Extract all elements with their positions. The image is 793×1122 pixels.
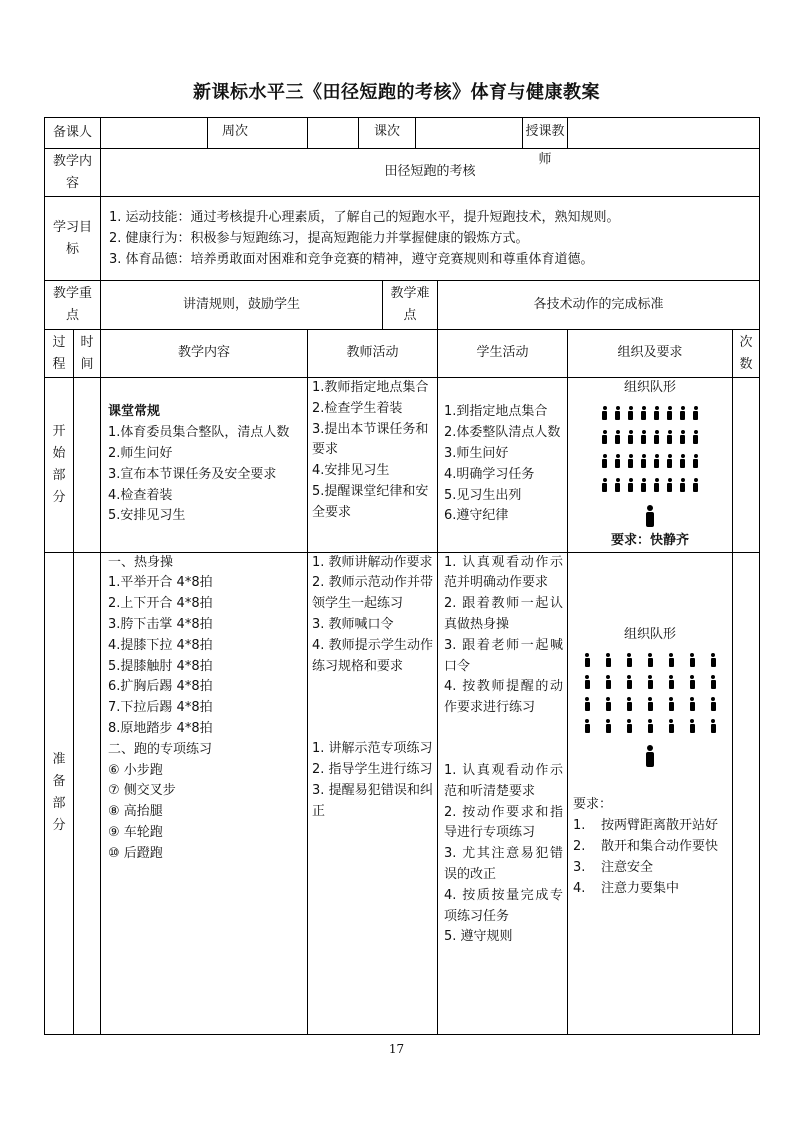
start-student-item: 6.遵守纪律 <box>444 508 509 524</box>
start-teacher-item: 1.教师指定地点集合 <box>312 380 429 395</box>
week-lesson-cell <box>308 118 568 167</box>
start-content <box>101 378 308 553</box>
col-count <box>733 330 760 378</box>
formation-row <box>584 693 717 715</box>
col-time <box>74 330 101 378</box>
prep-req-num: 3. <box>573 859 586 875</box>
prep-req-text: 注意安全 <box>601 859 654 875</box>
prep-teacher-item: 3. 教师喊口令 <box>312 616 394 632</box>
prep-content-item: ⑧ 高抬腿 <box>108 804 163 820</box>
prep-req-text: 按两臂距离散开站好 <box>601 818 719 834</box>
student-icon <box>640 406 647 420</box>
formation-row <box>601 425 699 449</box>
student-icon <box>605 675 612 689</box>
student-icon <box>653 454 660 468</box>
col-teacher: 教师活动 <box>308 330 438 378</box>
prep-req-item <box>573 837 728 858</box>
col-content: 教学内容 <box>101 330 308 378</box>
start-content-title: 课堂常规 <box>108 404 161 420</box>
student-icon <box>692 406 699 420</box>
student-icon <box>647 653 654 667</box>
column-header-row <box>45 330 760 378</box>
prep-student-item: 1. 认真观看动作示范和听清楚要求 <box>444 762 564 799</box>
student-icon <box>666 478 673 492</box>
prep-student-item: 2. 跟着教师一起认真做热身操 <box>444 596 564 632</box>
prep-row <box>45 552 760 1034</box>
student-icon <box>666 406 673 420</box>
student-icon <box>710 653 717 667</box>
prep-req-item <box>573 816 728 837</box>
page-number: 17 <box>388 1042 405 1056</box>
prep-req-num: 2. <box>573 838 586 854</box>
student-icon <box>584 653 591 667</box>
prep-content-item: 二、跑的专项练习 <box>108 741 213 757</box>
student-icon <box>653 430 660 444</box>
prep-student-item: 3. 跟着老师一起喊口令 <box>444 637 564 674</box>
student-icon <box>647 719 654 733</box>
prep-content-item: ⑥ 小步跑 <box>108 762 163 778</box>
prep-teacher <box>308 552 438 1034</box>
student-icon <box>626 697 633 711</box>
prep-count <box>733 552 760 1034</box>
student-icon <box>668 697 675 711</box>
teacher-value <box>568 118 760 149</box>
prep-content-item: 3.胯下击掌 4*8拍 <box>108 616 213 632</box>
start-org-title: 组织队形 <box>624 380 677 395</box>
prep-content-item: 8.原地踏步 4*8拍 <box>108 720 213 736</box>
student-icon <box>584 697 591 711</box>
student-icon <box>689 697 696 711</box>
prep-content-item: 2.上下开合 4*8拍 <box>108 596 213 612</box>
week-label: 周次 <box>222 124 249 139</box>
prep-req-item <box>573 858 728 879</box>
teacher-icon <box>644 745 656 767</box>
prep-req-list <box>573 816 728 899</box>
student-icon <box>601 478 608 492</box>
teacher-icon <box>644 505 656 527</box>
student-icon <box>666 430 673 444</box>
student-icon <box>692 454 699 468</box>
start-student-item: 3.师生问好 <box>444 446 509 461</box>
formation-row <box>584 715 717 737</box>
prep-req-text: 散开和集合动作要快 <box>601 838 719 854</box>
col-process <box>45 330 74 378</box>
col-org: 组织及要求 <box>568 330 733 378</box>
student-icon <box>627 430 634 444</box>
goals-row <box>45 197 760 281</box>
col-count-text: 次数 <box>739 334 753 372</box>
key-label-text: 教学重点 <box>52 286 92 323</box>
prep-content-item: 5.提膝触肘 4*8拍 <box>108 658 213 674</box>
start-teacher <box>308 378 438 553</box>
student-icon <box>692 430 699 444</box>
student-icon <box>640 478 647 492</box>
goal-item: 1. 运动技能：通过考核提升心理素质，了解自己的短跑水平，提升短跑技术，熟知规则。 <box>109 210 620 225</box>
prep-phase-text: 准备部分 <box>52 752 66 834</box>
prep-content-item: ⑩ 后蹬跑 <box>108 845 163 861</box>
student-icon <box>653 478 660 492</box>
student-icon <box>584 675 591 689</box>
student-icon <box>614 406 621 420</box>
prep-content <box>101 552 308 1034</box>
lesson-value <box>416 118 523 148</box>
prep-content-item: 1.平举开合 4*8拍 <box>108 575 213 591</box>
start-teacher-item: 5.提醒课堂纪律和安全要求 <box>312 483 429 520</box>
student-icon <box>626 675 633 689</box>
prep-student <box>438 552 568 1034</box>
start-student <box>438 378 568 553</box>
start-phase-text: 开始部分 <box>52 423 66 505</box>
student-icon <box>710 719 717 733</box>
student-icon <box>679 454 686 468</box>
prep-teacher-item: 2. 指导学生进行练习 <box>312 762 433 778</box>
student-icon <box>710 697 717 711</box>
prep-content-item: 4.提膝下拉 4*8拍 <box>108 637 213 653</box>
key-cell <box>101 281 438 330</box>
student-icon <box>605 653 612 667</box>
prep-content-item: ⑦ 侧交叉步 <box>108 783 176 799</box>
start-content-item: 5.安排见习生 <box>108 508 186 524</box>
content-label <box>45 149 101 197</box>
prep-content-item: 6.扩胸后踢 4*8拍 <box>108 679 213 695</box>
student-icon <box>668 675 675 689</box>
start-teacher-item: 3.提出本节课任务和要求 <box>312 421 429 458</box>
student-icon <box>668 719 675 733</box>
student-icon <box>647 697 654 711</box>
prep-value-cell <box>101 118 208 148</box>
prep-req-label: 要求： <box>573 797 613 813</box>
formation-row <box>584 671 717 693</box>
start-student-item: 2.体委整队清点人数 <box>444 425 561 441</box>
student-icon <box>689 653 696 667</box>
student-icon <box>668 653 675 667</box>
formation-row <box>601 473 699 497</box>
diff-label <box>382 281 437 329</box>
start-org <box>568 378 733 553</box>
student-icon <box>689 675 696 689</box>
teacher-label: 授课教师 <box>525 124 565 167</box>
prep-student-item: 5. 遵守规则 <box>444 929 513 945</box>
prep-content-item: ⑨ 车轮跑 <box>108 824 163 840</box>
start-count <box>733 378 760 553</box>
student-icon <box>692 478 699 492</box>
prep-content-item: 一、热身操 <box>108 554 174 570</box>
student-icon <box>601 454 608 468</box>
prep-student-item: 4. 按质按量完成专项练习任务 <box>444 887 564 924</box>
student-icon <box>666 454 673 468</box>
student-icon <box>653 406 660 420</box>
start-student-item: 5.见习生出列 <box>444 487 522 503</box>
prep-student-item: 4. 按教师提醒的动作要求进行练习 <box>444 679 564 716</box>
goals-label-text: 学习目标 <box>52 219 92 257</box>
key-row <box>45 281 760 330</box>
start-content-item: 3.宣布本节课任务及安全要求 <box>108 466 277 482</box>
document-title: 新课标水平三《田径短跑的考核》体育与健康教案 <box>193 82 600 103</box>
prep-time <box>74 552 101 1034</box>
student-icon <box>614 478 621 492</box>
start-content-item: 2.师生问好 <box>108 446 173 461</box>
prep-label: 备课人 <box>45 118 101 149</box>
start-content-item: 1.体育委员集合整队，清点人数 <box>108 425 290 441</box>
lesson-label: 课次 <box>359 118 416 148</box>
content-value: 田径短跑的考核 <box>101 149 760 197</box>
student-icon <box>679 430 686 444</box>
student-icon <box>614 454 621 468</box>
prep-phase <box>45 552 74 1034</box>
week-value <box>308 118 359 148</box>
start-org-requirement: 要求：快静齐 <box>611 532 690 548</box>
student-icon <box>601 406 608 420</box>
student-icon <box>640 430 647 444</box>
content-label-text: 教学内容 <box>52 153 92 191</box>
student-icon <box>679 406 686 420</box>
student-icon <box>640 454 647 468</box>
prep-student-item: 3. 尤其注意易犯错误的改正 <box>444 846 564 882</box>
formation-row <box>601 401 699 425</box>
prep-value <box>101 118 308 149</box>
formation-row <box>601 449 699 473</box>
col-process-text: 过程 <box>52 334 66 372</box>
col-student: 学生活动 <box>438 330 568 378</box>
student-icon <box>584 719 591 733</box>
start-teacher-item: 2.检查学生着装 <box>312 400 403 416</box>
goals-list <box>101 197 760 281</box>
prep-teacher-item: 4. 教师提示学生动作练习规格和要求 <box>312 637 434 674</box>
prep-student-item: 1. 认真观看动作示范并明确动作要求 <box>444 554 564 591</box>
goals-label <box>45 197 101 281</box>
prep-teacher-item: 1. 讲解示范专项练习 <box>312 741 433 757</box>
lesson-plan-table <box>44 117 760 1035</box>
student-icon <box>614 430 621 444</box>
prep-content-item: 7.下拉后踢 4*8拍 <box>108 700 213 716</box>
student-icon <box>627 454 634 468</box>
prep-teacher-item: 1. 教师讲解动作要求 <box>312 554 433 570</box>
student-icon <box>679 478 686 492</box>
start-time <box>74 378 101 553</box>
formation-row <box>584 649 717 671</box>
student-icon <box>626 719 633 733</box>
prep-student-item: 2. 按动作要求和指导进行专项练习 <box>444 804 564 841</box>
content-row <box>45 149 760 197</box>
goal-item: 3. 体育品德：培养勇敢面对困难和竞争竞赛的精神，遵守竞赛规则和尊重体育道德。 <box>109 252 594 267</box>
prep-org-title: 组织队形 <box>624 626 677 642</box>
prep-teacher-item: 2. 教师示范动作并带领学生一起练习 <box>312 575 434 612</box>
prep-teacher-item: 3. 提醒易犯错误和纠正 <box>312 782 434 819</box>
start-student-item: 4.明确学习任务 <box>444 466 535 482</box>
header-row <box>45 118 760 149</box>
prep-req-text: 注意力要集中 <box>601 880 680 896</box>
prep-req-item <box>573 879 728 900</box>
start-phase <box>45 378 74 553</box>
col-time-text: 时间 <box>80 334 94 372</box>
diff-value: 各技术动作的完成标准 <box>438 281 760 330</box>
student-icon <box>689 719 696 733</box>
prep-req-num: 4. <box>573 880 586 896</box>
student-icon <box>627 478 634 492</box>
student-icon <box>627 406 634 420</box>
student-icon <box>626 653 633 667</box>
start-student-item: 1.到指定地点集合 <box>444 404 548 420</box>
start-row <box>45 378 760 553</box>
student-icon <box>605 719 612 733</box>
goal-item: 2. 健康行为：积极参与短跑练习，提高短跑能力并掌握健康的锻炼方式。 <box>109 231 529 246</box>
start-content-item: 4.检查着装 <box>108 487 173 503</box>
student-icon <box>605 697 612 711</box>
student-icon <box>647 675 654 689</box>
key-value: 讲清规则，鼓励学生 <box>183 297 301 312</box>
prep-org <box>568 552 733 1034</box>
start-teacher-item: 4.安排见习生 <box>312 463 390 479</box>
student-icon <box>601 430 608 444</box>
prep-req-num: 1. <box>573 818 586 834</box>
student-icon <box>710 675 717 689</box>
diff-label-text: 教学难点 <box>390 286 430 323</box>
key-label <box>45 281 101 330</box>
